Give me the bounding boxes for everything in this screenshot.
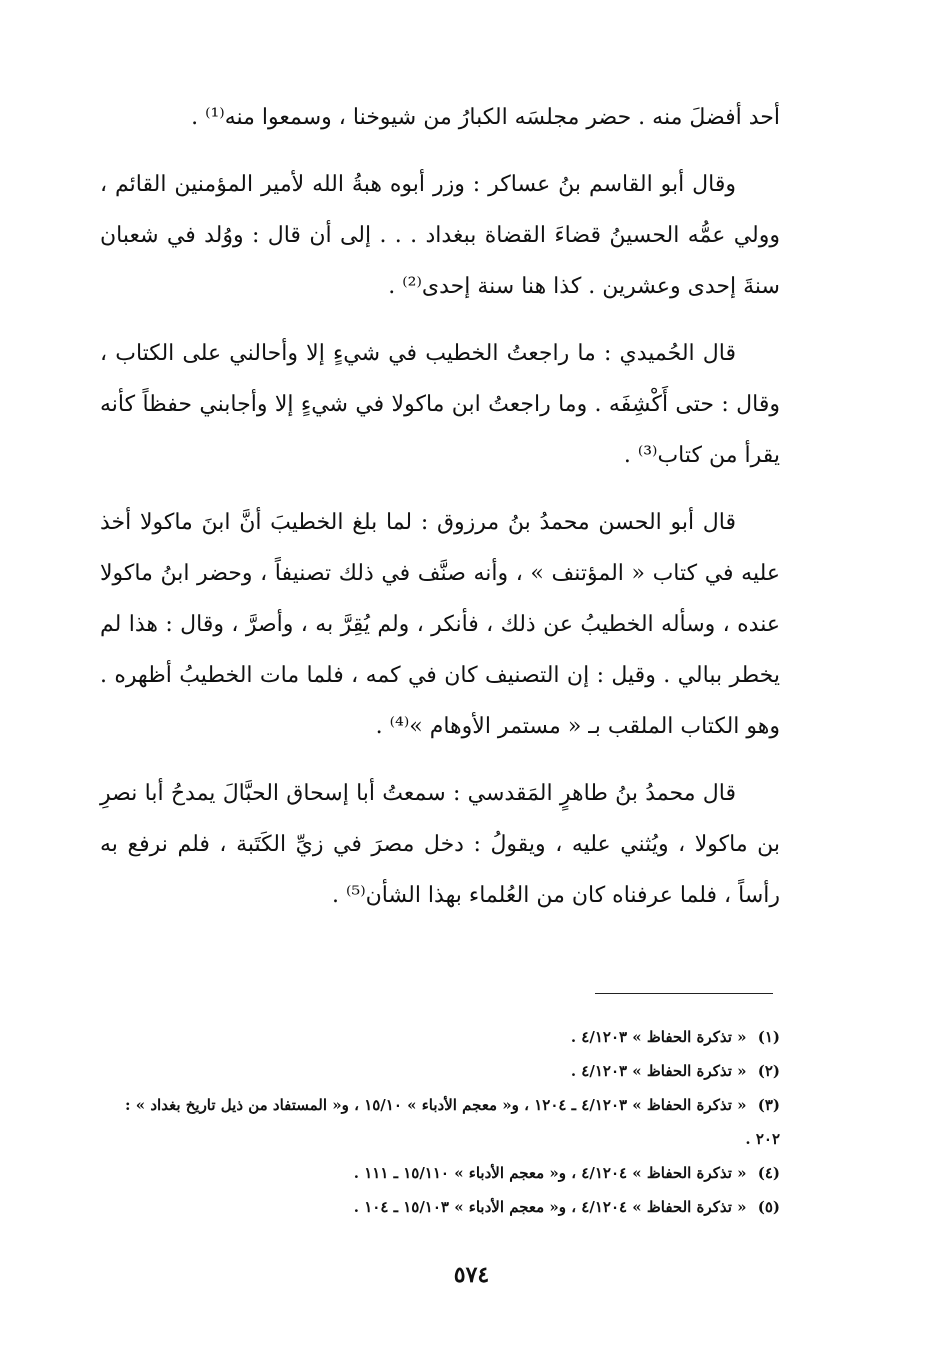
footnotes	[100, 1020, 780, 1224]
footnote-text: « تذكرة الحفاظ » ٤/١٢٠٤ ، و« معجم الأدباء » ١٥/١١٠ ـ ١١١ .	[353, 1164, 747, 1182]
paragraph-2: وقال أبو القاسم بنُ عساكر : وزر أبوه هبةُ الله لأمير المؤمنين القائم ، وولي عمُّه الحسينُ قضاءَ القضاة ببغداد . . . إلى أن قال : ووُلد في شعبان سنةَ إحدى وعشرين . كذا هنا سنة إحدى⁽²⁾ .	[100, 172, 780, 299]
footnote-4	[100, 1156, 780, 1190]
main-text	[100, 92, 780, 937]
footnote-separator	[595, 993, 773, 994]
footnote-number: (٤)	[757, 1164, 780, 1182]
paragraph-5: قال محمدُ بنُ طاهرٍ المَقدسي : سمعتُ أبا إسحاق الحبَّالَ يمدحُ أبا نصرِ بن ماكولا ، ويُثني عليه ، ويقولُ : دخل مصرَ في زيِّ الكَتَبة ، فلم نرفع به رأساً ، فلما عرفناه كان من العُلماء بهذا الشأن⁽⁵⁾ .	[100, 781, 780, 908]
footnote-number: (٣)	[757, 1096, 780, 1114]
footnote-2	[100, 1054, 780, 1088]
footnote-5	[100, 1190, 780, 1224]
footnote-text: « تذكرة الحفاظ » ٤/١٢٠٣ ـ ١٢٠٤ ، و« معجم الأدباء » ١٥/١٠ ، و« المستفاد من ذيل تاريخ بغداد » : ٢٠٢ .	[125, 1096, 780, 1148]
footnote-number: (٢)	[757, 1062, 780, 1080]
footnote-text: « تذكرة الحفاظ » ٤/١٢٠٤ ، و« معجم الأدباء » ١٥/١٠٣ ـ ١٠٤ .	[353, 1198, 747, 1216]
paragraph-3: قال الحُميدي : ما راجعتُ الخطيب في شيءٍ إلا وأحالني على الكتاب ، وقال : حتى أَكْشِفَه . وما راجعتُ ابن ماكولا في شيءٍ إلا وأجابني حفظاً كأنه يقرأ من كتاب⁽³⁾ .	[100, 341, 780, 468]
paragraph-4: قال أبو الحسن محمدُ بنُ مرزوق : لما بلغ الخطيبَ أنَّ ابنَ ماكولا أخذ عليه في كتاب « المؤتنف » ، وأنه صنَّف في ذلك تصنيفاً ، وحضر ابنُ ماكولا عنده ، وسأله الخطيبُ عن ذلك ، فأنكر ، ولم يُقِرَّ به ، وأصرَّ ، وقال : هذا لم يخطر ببالي . وقيل : إن التصنيف كان في كمه ، فلما مات الخطيبُ أظهره . وهو الكتاب الملقب بـ « مستمر الأوهام »⁽⁴⁾ .	[100, 510, 780, 739]
paragraph-1: أحد أفضلَ منه . حضر مجلسَه الكبارُ من شيوخنا ، وسمعوا منه⁽¹⁾ .	[191, 105, 780, 130]
footnote-1	[100, 1020, 780, 1054]
footnote-number: (٥)	[757, 1198, 780, 1216]
page-number: ٥٧٤	[453, 1262, 490, 1288]
footnote-text: « تذكرة الحفاظ » ٤/١٢٠٣ .	[570, 1062, 747, 1080]
footnote-3	[100, 1088, 780, 1156]
footnote-text: « تذكرة الحفاظ » ٤/١٢٠٣ .	[570, 1028, 747, 1046]
footnote-number: (١)	[757, 1028, 780, 1046]
